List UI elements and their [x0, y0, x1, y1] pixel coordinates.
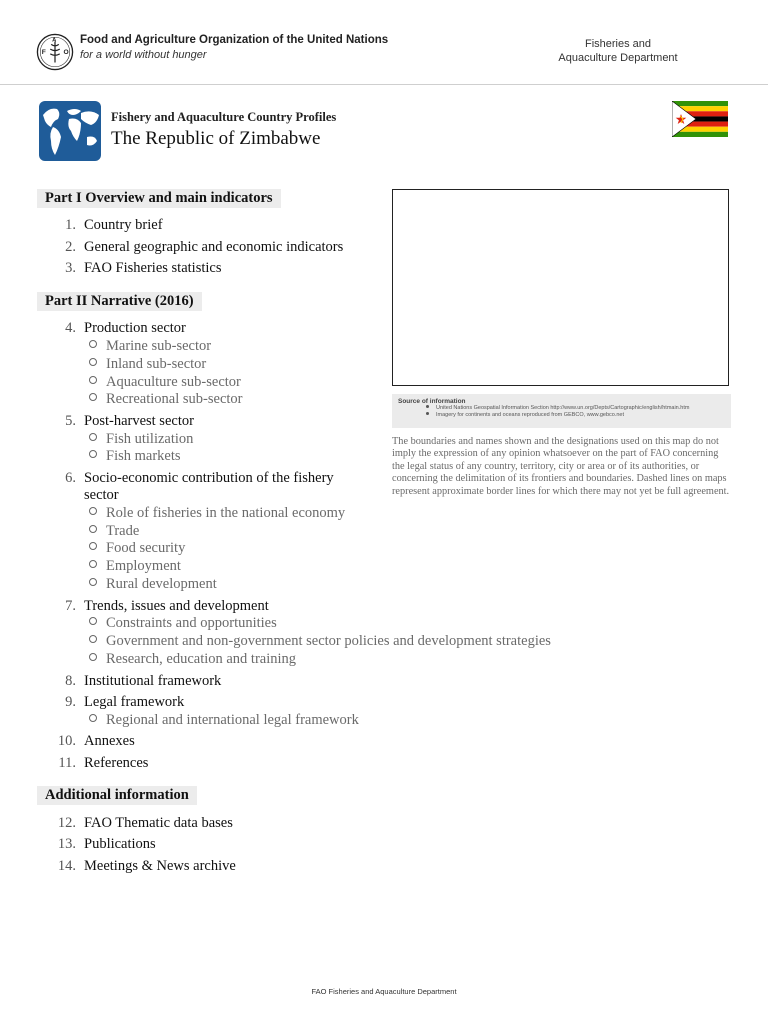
page-header — [0, 0, 768, 85]
item-number: 8. — [65, 673, 76, 689]
list-item[interactable] — [52, 597, 269, 615]
item-label: General geographic and economic indicators — [84, 239, 344, 255]
sub-item-label: Recreational sub-sector — [106, 391, 243, 407]
list-item[interactable] — [52, 259, 221, 277]
item-label: Meetings & News archive — [84, 858, 236, 874]
svg-text:O: O — [63, 48, 69, 56]
circle-bullet-icon — [89, 525, 97, 533]
section-part1-heading: Part I Overview and main indicators — [37, 189, 281, 208]
item-number: 5. — [65, 413, 76, 429]
item-number: 6. — [65, 470, 76, 486]
item-number: 1. — [65, 217, 76, 233]
item-number: 2. — [65, 239, 76, 255]
item-label-continuation: sector — [84, 487, 119, 503]
sub-list-item[interactable] — [89, 355, 206, 373]
item-label: Production sector — [84, 320, 186, 336]
item-number: 3. — [65, 260, 76, 276]
item-label: Country brief — [84, 217, 163, 233]
sub-item-label: Fish utilization — [106, 431, 194, 447]
sub-list-item[interactable] — [89, 522, 139, 540]
sub-item-label: Food security — [106, 540, 186, 556]
sub-list-item[interactable] — [89, 430, 193, 448]
org-tagline: for a world without hunger — [80, 49, 207, 61]
list-item[interactable] — [52, 319, 186, 337]
sub-item-label: Regional and international legal framework — [106, 712, 359, 728]
svg-text:A: A — [52, 37, 57, 44]
list-item[interactable] — [52, 469, 334, 487]
sub-list-item[interactable] — [89, 373, 241, 391]
item-number: 14. — [57, 858, 76, 874]
sub-item-label: Aquaculture sub-sector — [106, 374, 241, 390]
sub-list-item[interactable] — [89, 557, 181, 575]
page-footer: FAO Fisheries and Aquaculture Department — [311, 987, 457, 996]
item-number: 13. — [57, 836, 76, 852]
section-additional-heading: Additional information — [37, 786, 197, 805]
item-label: Socio-economic contribution of the fishery — [84, 470, 334, 486]
circle-bullet-icon — [89, 376, 97, 384]
department-line1: Fisheries and — [584, 38, 652, 50]
department-line2: Aquaculture Department — [558, 52, 678, 64]
list-item[interactable] — [52, 693, 184, 711]
sub-item-label: Trade — [106, 523, 140, 539]
circle-bullet-icon — [89, 450, 97, 458]
item-number: 11. — [58, 755, 76, 771]
list-item[interactable] — [52, 412, 194, 430]
sub-item-label: Constraints and opportunities — [106, 615, 277, 631]
sub-list-item[interactable] — [89, 539, 185, 557]
map-source-line — [426, 412, 725, 419]
list-item[interactable] — [52, 672, 221, 690]
item-label: Post-harvest sector — [84, 413, 194, 429]
list-item[interactable] — [52, 238, 343, 256]
sub-list-item[interactable] — [89, 614, 277, 632]
circle-bullet-icon — [89, 617, 97, 625]
sub-list-item[interactable] — [89, 390, 242, 408]
circle-bullet-icon — [89, 542, 97, 550]
department-name — [543, 37, 693, 65]
map-source-title: Source of information — [398, 398, 466, 405]
org-name: Food and Agriculture Organization of the United Nations — [80, 34, 389, 46]
circle-bullet-icon — [89, 507, 97, 515]
sub-list-item[interactable] — [89, 337, 211, 355]
item-number: 9. — [65, 694, 76, 710]
sub-list-item[interactable] — [89, 711, 359, 729]
sub-item-label: Fish markets — [106, 448, 181, 464]
sub-item-label: Role of fisheries in the national economy — [106, 505, 346, 521]
world-globe-icon — [39, 101, 101, 161]
circle-bullet-icon — [89, 578, 97, 586]
circle-bullet-icon — [89, 653, 97, 661]
page-title: The Republic of Zimbabwe — [111, 128, 321, 149]
list-item[interactable] — [52, 754, 148, 772]
list-item[interactable] — [52, 835, 156, 853]
circle-bullet-icon — [89, 635, 97, 643]
item-label: Trends, issues and development — [84, 598, 269, 614]
map-source-line — [426, 405, 725, 412]
country-map-frame — [392, 189, 729, 386]
item-number: 4. — [65, 320, 76, 336]
item-number: 7. — [65, 598, 76, 614]
item-label: Publications — [84, 836, 156, 852]
list-item[interactable] — [52, 216, 163, 234]
list-item[interactable] — [52, 732, 135, 750]
sub-item-label: Research, education and training — [106, 651, 297, 667]
sub-item-label: Rural development — [106, 576, 217, 592]
bullet-icon — [426, 405, 429, 408]
item-label: Annexes — [84, 733, 135, 749]
map-source-text: United Nations Geospatial Information Section http://www.un.org/Depts/Cartographic/english/htmain.htm — [436, 405, 690, 411]
sub-item-label: Inland sub-sector — [106, 356, 207, 372]
sub-list-item[interactable] — [89, 632, 551, 650]
item-label: Institutional framework — [84, 673, 222, 689]
circle-bullet-icon — [89, 358, 97, 366]
circle-bullet-icon — [89, 393, 97, 401]
fao-logo-icon — [36, 33, 74, 71]
list-item-continuation[interactable] — [84, 486, 119, 504]
svg-text:F: F — [41, 48, 46, 56]
circle-bullet-icon — [89, 433, 97, 441]
circle-bullet-icon — [89, 560, 97, 568]
item-number: 10. — [57, 733, 76, 749]
series-title: Fishery and Aquaculture Country Profiles — [111, 110, 337, 124]
item-label: FAO Thematic data bases — [84, 815, 233, 831]
list-item[interactable] — [52, 814, 233, 832]
sub-list-item[interactable] — [89, 650, 296, 668]
item-number: 12. — [57, 815, 76, 831]
section-part2-heading: Part II Narrative (2016) — [37, 292, 202, 311]
map-disclaimer: The boundaries and names shown and the designations used on this map do not imply the expression of any opinion whatsoever on the part of FAO concerning the legal status of any country, territory, city or area or of its authorities, or concerning the delimitation of its frontiers and boundaries. Dashed lines on maps represent approximate border lines for which there may not yet be full agreement. — [392, 436, 730, 497]
sub-item-label: Employment — [106, 558, 181, 574]
map-source-text: Imagery for continents and oceans reproduced from GEBCO, www.gebco.net — [436, 412, 625, 418]
item-label: Legal framework — [84, 694, 185, 710]
item-label: References — [84, 755, 149, 771]
item-label: FAO Fisheries statistics — [84, 260, 222, 276]
map-source-box — [392, 394, 731, 428]
sub-list-item[interactable] — [89, 575, 217, 593]
sub-list-item[interactable] — [89, 447, 181, 465]
circle-bullet-icon — [89, 714, 97, 722]
bullet-icon — [426, 412, 429, 415]
circle-bullet-icon — [89, 340, 97, 348]
list-item[interactable] — [52, 857, 236, 875]
sub-list-item[interactable] — [89, 504, 345, 522]
zimbabwe-flag-icon — [672, 101, 728, 137]
sub-item-label: Marine sub-sector — [106, 338, 212, 354]
sub-item-label: Government and non-government sector policies and development strategies — [106, 633, 551, 649]
